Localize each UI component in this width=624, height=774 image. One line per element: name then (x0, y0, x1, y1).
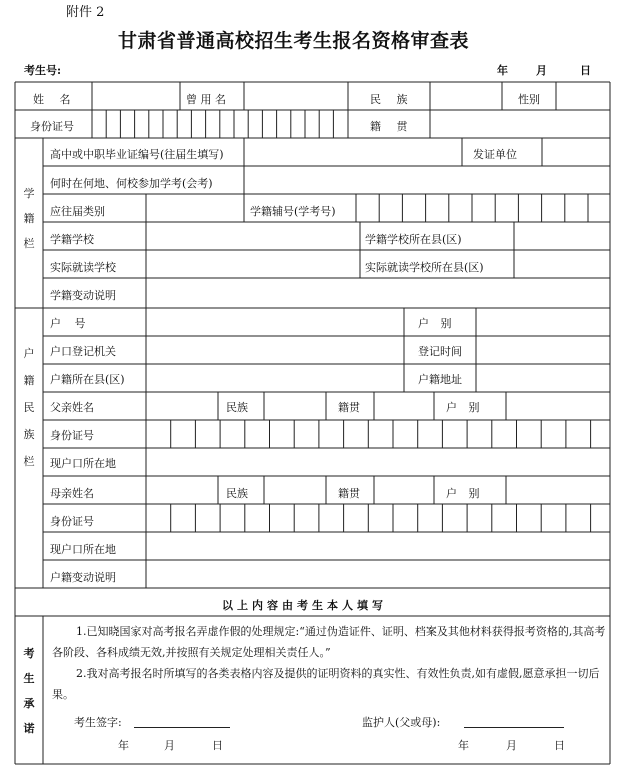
label-used-name: 曾 用 名 (186, 93, 226, 106)
pledge-title-char-4: 诺 (23, 722, 35, 735)
label-father-household-type: 户 别 (446, 401, 484, 414)
label-mother-name: 母亲姓名 (50, 487, 94, 500)
student-date-year: 年 (118, 739, 129, 752)
household-title-char-3: 民 (23, 401, 35, 414)
label-school-reg-number: 学籍辅号(学考号) (250, 205, 336, 218)
pledge-clause-2: 2.我对高考报名时所填写的各类表格内容及提供的证明资料的真实性、有效性负责,如有虚假,愿意承担一切后果。 (52, 667, 600, 701)
label-father-native-place: 籍贯 (338, 401, 360, 414)
label-graduate-type: 应往届类别 (50, 205, 105, 218)
household-title-char-5: 栏 (23, 455, 35, 468)
student-signature-field[interactable] (134, 727, 230, 728)
label-reg-time: 登记时间 (418, 345, 462, 358)
page-title: 甘肃省普通高校招生考生报名资格审查表 (118, 30, 470, 52)
label-mother-id-number: 身份证号 (50, 515, 94, 528)
household-section-title (22, 348, 36, 467)
pledge-title-char-3: 承 (23, 697, 35, 710)
label-household-number: 户 号 (50, 317, 91, 330)
label-household-address: 户籍地址 (418, 373, 462, 386)
label-actual-school-county: 实际就读学校所在县(区) (365, 261, 484, 274)
label-mother-current-address: 现户口所在地 (50, 543, 116, 556)
attachment-label: 附件 2 (66, 5, 105, 20)
label-reg-school-county: 学籍学校所在县(区) (365, 233, 462, 246)
student-signature-label: 考生签字: (74, 716, 122, 729)
label-issuer: 发证单位 (473, 148, 517, 161)
label-diploma-number: 高中或中职毕业证编号(往届生填写) (50, 148, 224, 161)
label-father-name: 父亲姓名 (50, 401, 94, 414)
label-name: 姓 名 (33, 93, 77, 106)
student-date-month: 月 (164, 739, 175, 752)
label-reg-change: 学籍变动说明 (50, 289, 116, 302)
label-mother-household-type: 户 别 (446, 487, 484, 500)
label-father-id-number: 身份证号 (50, 429, 94, 442)
label-gender: 性别 (518, 93, 540, 106)
label-reg-authority: 户口登记机关 (50, 345, 116, 358)
fill-notice: 以上内容由考生本人填写 (222, 599, 387, 612)
label-actual-school: 实际就读学校 (50, 261, 116, 274)
household-title-char-2: 籍 (23, 374, 35, 387)
label-mother-ethnicity: 民族 (226, 487, 248, 500)
label-household-type: 户 别 (418, 317, 456, 330)
exam-number-label: 考生号: (24, 64, 62, 77)
school-section-title (22, 188, 36, 249)
label-exam-place: 何时在何地、何校参加学考(会考) (50, 177, 213, 190)
household-title-char-1: 户 (23, 347, 35, 360)
date-year: 年 (497, 64, 508, 77)
label-reg-school: 学籍学校 (50, 233, 94, 246)
school-title-char-3: 栏 (23, 237, 35, 250)
date-month: 月 (536, 64, 547, 77)
guardian-date-month: 月 (506, 739, 517, 752)
guardian-signature-field[interactable] (464, 727, 564, 728)
pledge-title-char-2: 生 (23, 672, 35, 685)
guardian-signature-label: 监护人(父或母): (362, 716, 441, 729)
label-ethnicity: 民 族 (370, 93, 414, 106)
guardian-date-day: 日 (554, 739, 565, 752)
guardian-date-year: 年 (458, 739, 469, 752)
label-household-change: 户籍变动说明 (50, 571, 116, 584)
household-title-char-4: 族 (23, 428, 35, 441)
student-date-day: 日 (212, 739, 223, 752)
pledge-clause-1: 1.已知晓国家对高考报名弄虚作假的处理规定:“通过伪造证件、证明、档案及其他材料获得报考资格的,其高考各阶段、各科成绩无效,并按照有关规定处理相关责任人。” (52, 625, 606, 659)
label-mother-native-place: 籍贯 (338, 487, 360, 500)
label-household-county: 户籍所在县(区) (50, 373, 125, 386)
label-father-current-address: 现户口所在地 (50, 457, 116, 470)
date-day: 日 (580, 64, 591, 77)
label-father-ethnicity: 民族 (226, 401, 248, 414)
label-native-place: 籍 贯 (370, 120, 414, 133)
school-title-char-1: 学 (23, 187, 35, 200)
label-id-number: 身份证号 (30, 120, 74, 133)
pledge-title-char-1: 考 (23, 647, 35, 660)
pledge-section-title (22, 648, 36, 734)
school-title-char-2: 籍 (23, 212, 35, 225)
